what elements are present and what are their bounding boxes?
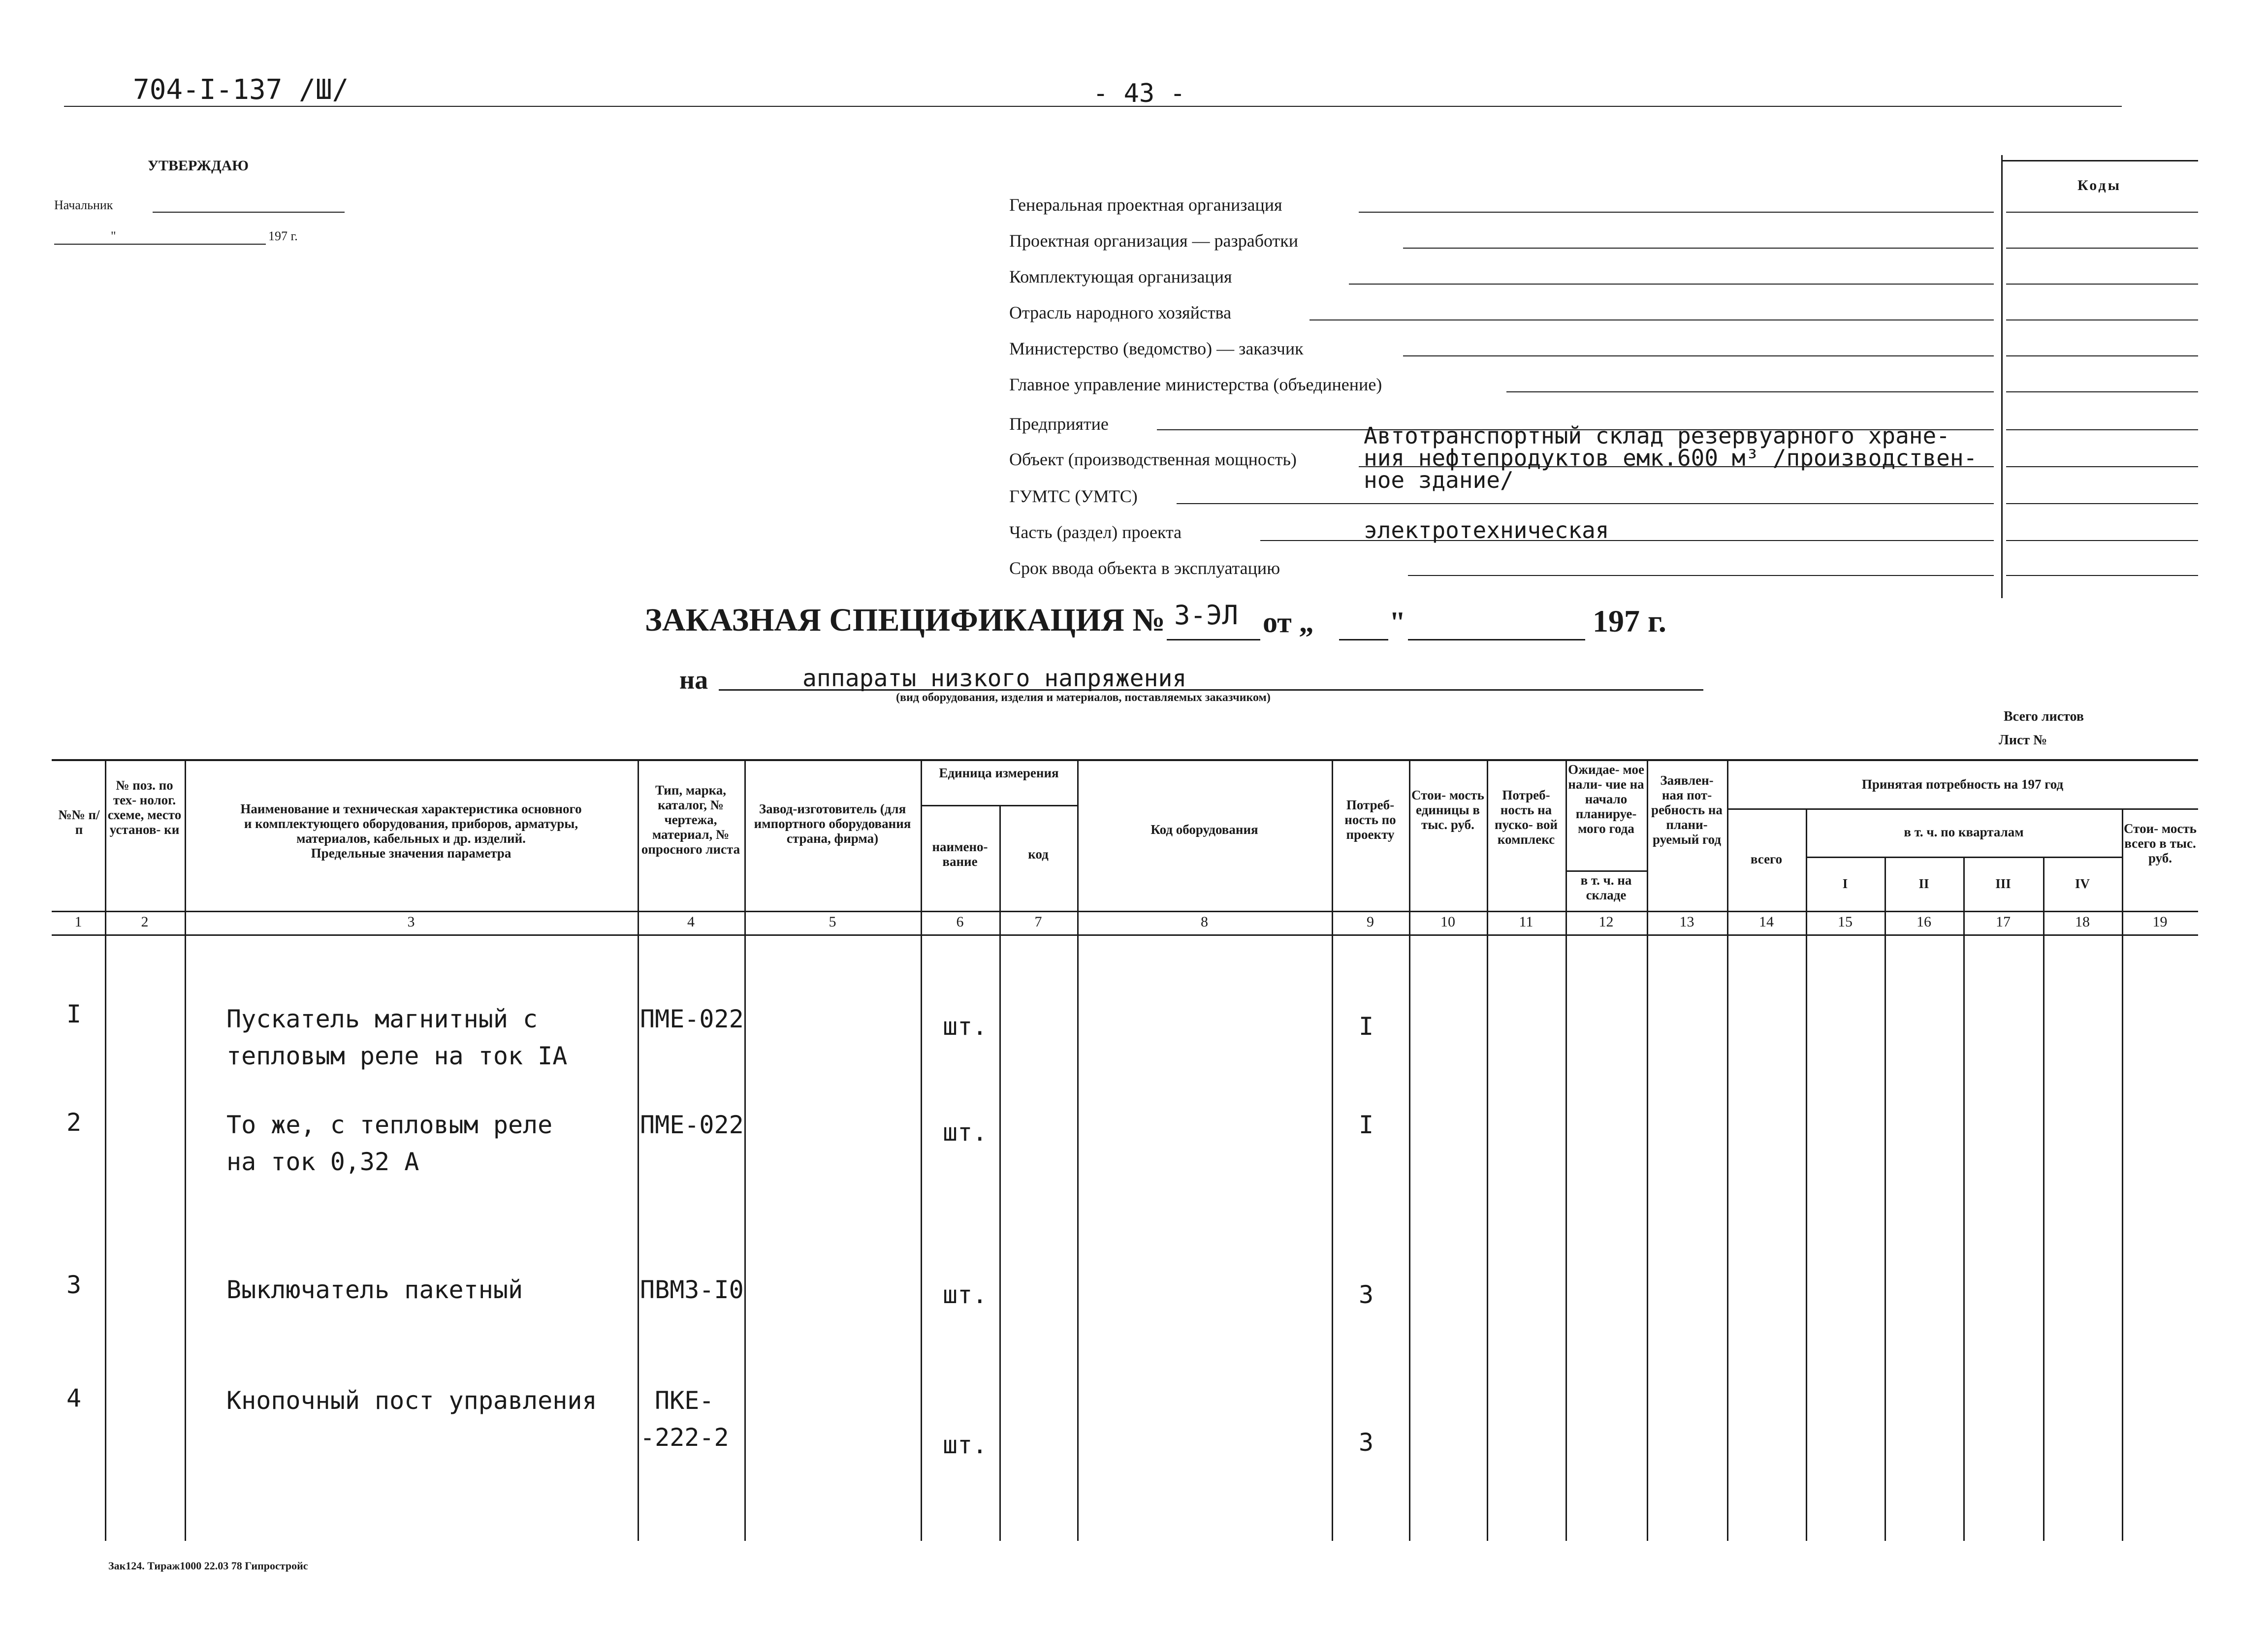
colnum-18: 18 — [2075, 914, 2090, 930]
object-label: Объект (производственная мощность) — [1009, 449, 1297, 469]
spec-year: 197 г. — [1593, 604, 1666, 638]
item-name: То же, с тепловым реле — [226, 1111, 553, 1139]
general-org-line — [1359, 212, 1994, 213]
codes-top — [2001, 160, 2198, 161]
item-type: ПКЕ- — [655, 1386, 714, 1415]
code-line-11 — [2006, 575, 2198, 576]
object-value-line3: ное здание/ — [1364, 467, 1514, 493]
sheet-number: Лист № — [1999, 733, 2047, 748]
colnum-6: 6 — [956, 914, 964, 930]
code-line-4 — [2006, 319, 2198, 320]
header-col6-group: Единица измерения — [939, 766, 1059, 780]
header-col19: Стои- мость всего в тыс. руб. — [2124, 821, 2197, 865]
row-number: I — [66, 1000, 82, 1028]
spec-from: от „ — [1263, 606, 1314, 638]
code-line-6 — [2006, 391, 2198, 392]
colnum-11: 11 — [1519, 914, 1533, 930]
item-unit: шт. — [943, 1118, 988, 1147]
header-col2: № поз. по тех- нолог. схеме, место установ- ки — [107, 778, 182, 837]
header-col9: Потреб- ность по проекту — [1344, 798, 1396, 842]
row-number: 2 — [66, 1108, 82, 1137]
codes-column-left — [2001, 155, 2003, 598]
ministry-line — [1403, 355, 1994, 356]
colnum-15: 15 — [1838, 914, 1853, 930]
colnum-13: 13 — [1679, 914, 1694, 930]
colnum-9: 9 — [1367, 914, 1374, 930]
design-org-line — [1403, 248, 1994, 249]
code-line-1 — [2006, 212, 2198, 213]
header-col14: всего — [1750, 852, 1783, 866]
spec-subject-caption: (вид оборудования, изделия и материалов, поставляемых заказчиком) — [896, 691, 1271, 704]
colnum-14: 14 — [1759, 914, 1774, 930]
spec-na: на — [679, 665, 708, 695]
doc-code: 704-I-137 /Ш/ — [133, 74, 349, 106]
approval-date-quote: " — [111, 229, 116, 243]
approval-date-line — [54, 244, 266, 245]
code-line-9 — [2006, 503, 2198, 504]
gumts-line — [1177, 503, 1994, 504]
item-qty: I — [1359, 1111, 1374, 1139]
header-col3-line1: Наименование и техническая характеристика основного — [240, 801, 582, 816]
code-line-2 — [2006, 248, 2198, 249]
industry-line — [1310, 319, 1994, 320]
supply-org-line — [1349, 284, 1994, 285]
header-q1: I — [1842, 876, 1848, 891]
header-q3: III — [1995, 876, 2011, 891]
header-col3-line4: Предельные значения параметра — [311, 846, 511, 861]
code-line-7 — [2006, 429, 2198, 430]
colnum-16: 16 — [1917, 914, 1931, 930]
item-qty: I — [1359, 1012, 1374, 1041]
enterprise-label: Предприятие — [1009, 414, 1109, 434]
header-col13: Заявлен- ная пот- ребность на плани- руемый год — [1651, 773, 1723, 847]
item-qty: 3 — [1359, 1428, 1374, 1457]
colnum-8: 8 — [1201, 914, 1208, 930]
code-line-10 — [2006, 540, 2198, 541]
header-col5: Завод-изготовитель (для импортного оборудования страна, фирма) — [754, 801, 911, 846]
row-number: 4 — [66, 1384, 82, 1412]
spec-title-prefix: ЗАКАЗНАЯ СПЕЦИФИКАЦИЯ № — [645, 602, 1165, 638]
deadline-line — [1408, 575, 1994, 576]
supply-org-label: Комплектующая организация — [1009, 267, 1232, 287]
header-col6: наимено- вание — [932, 839, 988, 869]
item-unit: шт. — [943, 1012, 988, 1041]
approval-head-line — [153, 212, 345, 213]
header-col4: Тип, марка, каталог, № чертежа, материал, № опросного листа — [641, 783, 740, 857]
main-dept-line — [1506, 391, 1994, 392]
colnum-1: 1 — [74, 914, 82, 930]
item-unit: шт. — [943, 1280, 988, 1309]
row-number: 3 — [66, 1271, 82, 1299]
header-col1: №№ п/п — [58, 807, 100, 837]
item-unit: шт. — [943, 1431, 988, 1459]
code-line-3 — [2006, 284, 2198, 285]
colnum-19: 19 — [2152, 914, 2168, 930]
industry-label: Отрасль народного хозяйства — [1009, 303, 1232, 322]
gumts-label: ГУМТС (УМТС) — [1009, 486, 1138, 506]
part-label: Часть (раздел) проекта — [1009, 522, 1182, 542]
header-col7: код — [1028, 847, 1049, 862]
header-quarters: в т. ч. по кварталам — [1904, 825, 2024, 839]
page-number: - 43 - — [1093, 79, 1185, 108]
general-org-label: Генеральная проектная организация — [1009, 195, 1282, 215]
header-col10: Стои- мость единицы в тыс. руб. — [1411, 788, 1484, 832]
approval-title: УТВЕРЖДАЮ — [148, 158, 249, 174]
item-name: на ток 0,32 А — [226, 1148, 419, 1176]
colnum-10: 10 — [1440, 914, 1455, 930]
footer-imprint: Зак124. Тираж1000 22.03 78 Гипростройс — [108, 1560, 308, 1572]
header-col8: Код оборудования — [1150, 822, 1258, 837]
spec-quote: " — [1389, 606, 1406, 638]
header-col12-sub: в т. ч. на складе — [1580, 873, 1632, 902]
part-value: электротехническая — [1364, 517, 1609, 543]
item-name: Пускатель магнитный с — [226, 1005, 538, 1033]
item-name: Кнопочный пост управления — [226, 1386, 597, 1415]
header-accepted: Принятая потребность на 197 год — [1861, 777, 2064, 792]
header-col3-line2: и комплектующего оборудования, приборов, арматуры, — [244, 816, 578, 831]
spec-month-line — [1408, 639, 1585, 640]
header-q4: IV — [2075, 876, 2090, 891]
header-col3-line3: материалов, кабельных и др. изделий. — [296, 831, 526, 846]
deadline-label: Срок ввода объекта в эксплуатацию — [1009, 558, 1280, 578]
object-value-line2: ния нефтепродуктов емк.600 м³ /производствен- — [1364, 445, 1978, 471]
colnum-2: 2 — [141, 914, 149, 930]
colnum-5: 5 — [829, 914, 836, 930]
header-q2: II — [1918, 876, 1929, 891]
spec-subject: аппараты низкого напряжения — [802, 665, 1187, 692]
item-type: ПВМ3-I0 — [640, 1276, 744, 1304]
code-line-5 — [2006, 355, 2198, 356]
item-type: ПМЕ-022 — [640, 1005, 744, 1033]
spec-number-line — [1167, 639, 1260, 640]
object-value-line1: Автотранспортный склад резервуарного хране- — [1364, 422, 1950, 449]
colnum-4: 4 — [687, 914, 695, 930]
colnum-17: 17 — [1996, 914, 2011, 930]
item-name: Выключатель пакетный — [226, 1276, 523, 1304]
colnum-12: 12 — [1598, 914, 1614, 930]
total-sheets: Всего листов — [2004, 709, 2084, 724]
codes-header: Коды — [2077, 177, 2121, 193]
main-dept-label: Главное управление министерства (объединение) — [1009, 375, 1382, 394]
item-type: -222-2 — [640, 1423, 729, 1452]
ministry-label: Министерство (ведомство) — заказчик — [1009, 339, 1304, 358]
header-col11: Потреб- ность на пуско- вой комплекс — [1494, 788, 1558, 847]
item-type: ПМЕ-022 — [640, 1111, 744, 1139]
item-name: тепловым реле на ток IA — [226, 1042, 568, 1070]
design-org-label: Проектная организация — разработки — [1009, 231, 1299, 251]
spec-day-line — [1339, 639, 1388, 640]
colnum-3: 3 — [407, 914, 415, 930]
code-line-8 — [2006, 466, 2198, 467]
item-qty: 3 — [1359, 1280, 1374, 1309]
spec-number: 3-ЭЛ — [1174, 600, 1239, 631]
approval-head-label: Начальник — [54, 198, 113, 212]
colnum-7: 7 — [1034, 914, 1042, 930]
approval-date-suffix: 197 г. — [268, 229, 298, 243]
header-col12: Ожидае- мое нали- чие на начало планируе- мого года — [1568, 762, 1644, 836]
